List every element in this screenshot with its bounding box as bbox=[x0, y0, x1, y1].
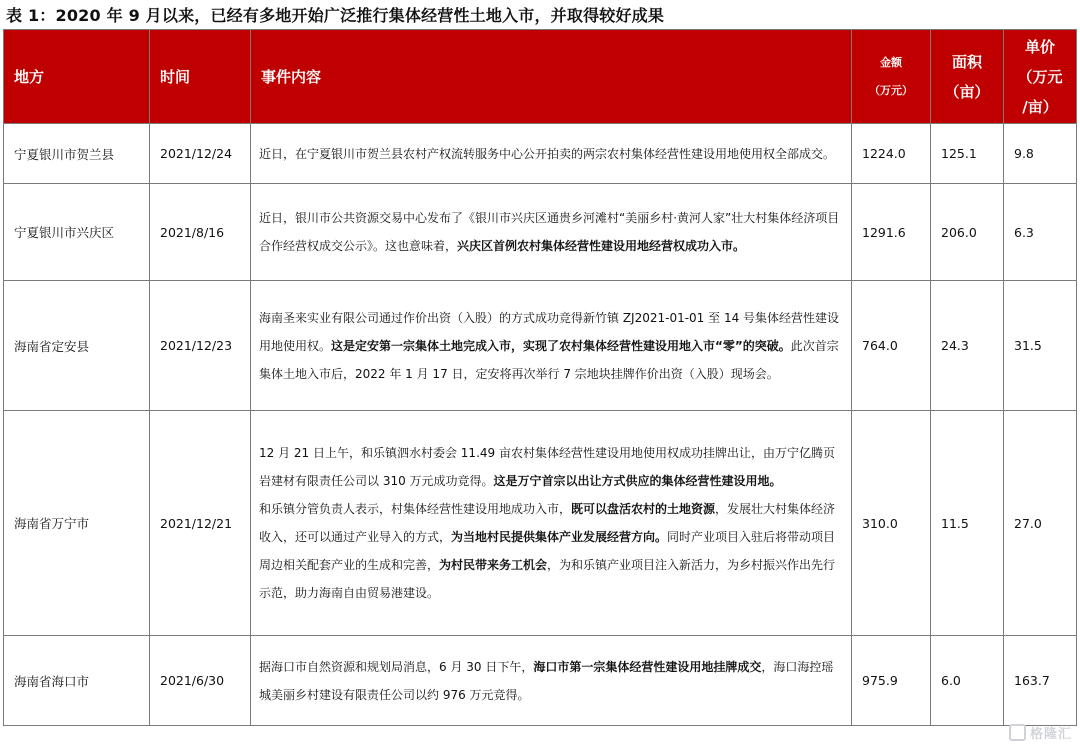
header-price-line2: （万元 bbox=[1017, 67, 1063, 86]
header-amount bbox=[852, 30, 931, 124]
cell-time: 2021/12/21 bbox=[150, 411, 251, 636]
table-row bbox=[4, 184, 1077, 281]
header-area-line2: （亩） bbox=[944, 82, 990, 101]
cell-price: 163.7 bbox=[1004, 636, 1077, 726]
header-area bbox=[931, 30, 1004, 124]
cell-event bbox=[251, 636, 852, 726]
cell-amount: 764.0 bbox=[852, 281, 931, 411]
event-text: 此次首宗集体土地入市后，2022 年 1 月 17 日，定安将再次举行 7 宗地块挂牌作价出资（入股）现场会。 bbox=[259, 338, 839, 381]
cell-region: 宁夏银川市贺兰县 bbox=[4, 124, 150, 184]
event-text-bold: 为村民带来务工机会 bbox=[439, 558, 548, 572]
event-text: 和乐镇分管负责人表示，村集体经营性建设用地成功入市， bbox=[259, 502, 572, 516]
cell-area: 24.3 bbox=[931, 281, 1004, 411]
cell-price: 27.0 bbox=[1004, 411, 1077, 636]
header-price-line1: 单价 bbox=[1024, 37, 1055, 56]
event-text: 海南圣来实业有限公司通过作价出资（入股）的方式成功竞得新竹镇 ZJ2021-01-01 至 14 号集体经营性建设用地使用权。 bbox=[259, 310, 840, 353]
header-amount-line1: 金额 bbox=[880, 55, 902, 69]
event-text: 12 月 21 日上午，和乐镇泗水村委会 11.49 亩农村集体经营性建设用地使用权成功挂牌出让，由万宁亿腾页岩建材有限责任公司以 310 万元成功竞得。 bbox=[259, 446, 835, 488]
cell-region: 海南省万宁市 bbox=[4, 411, 150, 636]
header-row bbox=[4, 30, 1077, 124]
event-text-bold: 为当地村民提供集体产业发展经营方向。 bbox=[451, 530, 668, 544]
event-text: 同时产业项目入驻后将带动项目周边相关配套产业的生成和完善， bbox=[259, 530, 836, 572]
cell-time: 2021/8/16 bbox=[150, 184, 251, 281]
event-text-bold: 既可以盘活农村的土地资源 bbox=[571, 502, 716, 516]
table-row bbox=[4, 281, 1077, 411]
event-text-bold: 这是定安第一宗集体土地完成入市，实现了农村集体经营性建设用地入市“零”的突破。 bbox=[331, 338, 791, 353]
table-row bbox=[4, 124, 1077, 184]
event-text-bold: 这是万宁首宗以出让方式供应的集体经营性建设用地。 bbox=[493, 474, 782, 488]
event-text-bold: 海口市第一宗集体经营性建设用地挂牌成交 bbox=[533, 659, 762, 674]
header-price bbox=[1004, 30, 1077, 124]
cell-price: 9.8 bbox=[1004, 124, 1077, 184]
cell-time: 2021/12/24 bbox=[150, 124, 251, 184]
watermark-text: 格隆汇 bbox=[1029, 727, 1072, 742]
cell-area: 6.0 bbox=[931, 636, 1004, 726]
cell-event bbox=[251, 124, 852, 184]
cell-region: 海南省海口市 bbox=[4, 636, 150, 726]
cell-time: 2021/12/23 bbox=[150, 281, 251, 411]
header-time: 时间 bbox=[150, 30, 251, 124]
land-market-table bbox=[3, 29, 1077, 726]
header-region: 地方 bbox=[4, 30, 150, 124]
header-price-line3: /亩） bbox=[1022, 97, 1058, 116]
table-caption: 表 1：2020 年 9 月以来，已经有多地开始广泛推行集体经营性土地入市，并取得较好成果 bbox=[6, 6, 665, 25]
cell-price: 6.3 bbox=[1004, 184, 1077, 281]
cell-amount: 975.9 bbox=[852, 636, 931, 726]
event-text-bold: 兴庆区首例农村集体经营性建设用地经营权成功入市。 bbox=[457, 239, 746, 253]
cell-event bbox=[251, 281, 852, 411]
header-area-line1: 面积 bbox=[951, 52, 982, 71]
event-text: ，为和乐镇产业项目注入新活力，为乡村振兴作出先行示范，助力海南自由贸易港建设。 bbox=[259, 558, 836, 600]
cell-area: 125.1 bbox=[931, 124, 1004, 184]
event-text: ，海口海控瑶城美丽乡村建设有限责任公司以约 976 万元竞得。 bbox=[259, 659, 834, 702]
event-text: 据海口市自然资源和规划局消息，6 月 30 日下午， bbox=[259, 659, 534, 674]
event-text: 近日，在宁夏银川市贺兰县农村产权流转服务中心公开拍卖的两宗农村集体经营性建设用地使用权全部成交。 bbox=[259, 146, 836, 161]
event-text: ，发展壮大村集体经济收入，还可以通过产业导入的方式， bbox=[259, 502, 836, 544]
table-row bbox=[4, 411, 1077, 636]
table-row bbox=[4, 636, 1077, 726]
header-event: 事件内容 bbox=[251, 30, 852, 124]
cell-event bbox=[251, 184, 852, 281]
cell-time: 2021/6/30 bbox=[150, 636, 251, 726]
cell-amount: 1291.6 bbox=[852, 184, 931, 281]
cell-amount: 1224.0 bbox=[852, 124, 931, 184]
watermark-logo-icon bbox=[1009, 724, 1026, 741]
cell-region: 海南省定安县 bbox=[4, 281, 150, 411]
watermark bbox=[1009, 723, 1072, 742]
cell-amount: 310.0 bbox=[852, 411, 931, 636]
header-amount-line2: （万元） bbox=[869, 83, 913, 97]
cell-event bbox=[251, 411, 852, 636]
event-text: 近日，银川市公共资源交易中心发布了《银川市兴庆区通贵乡河滩村“美丽乡村·黄河人家”壮大村集体经济项目合作经营权成交公示》。这也意味着， bbox=[259, 211, 840, 253]
cell-region: 宁夏银川市兴庆区 bbox=[4, 184, 150, 281]
cell-area: 206.0 bbox=[931, 184, 1004, 281]
cell-area: 11.5 bbox=[931, 411, 1004, 636]
cell-price: 31.5 bbox=[1004, 281, 1077, 411]
